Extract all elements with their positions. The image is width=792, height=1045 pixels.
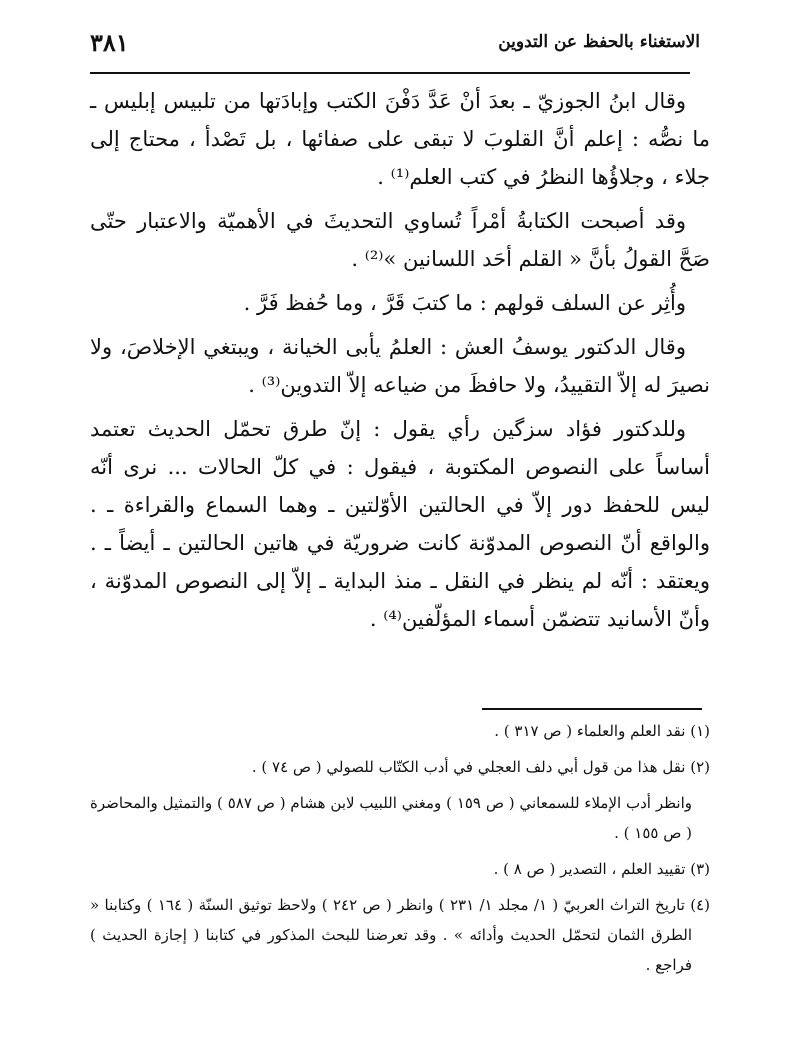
footnote-1: (١) نقد العلم والعلماء ( ص ٣١٧ ) . [494,722,710,740]
footnote-4: (٤) تاريخ التراث العربيّ ( ١/ مجلد ١/ ٢٣١ ) وانظر ( ص ٢٤٢ ) ولاحظ توثيق السنّة ( ١٦٤ ) وكتابنا « الطرق الثمان لتحمّل الحديث وأدائه » . وقد تعرضنا للبحث المذكور في كتابنا ( إجازة الحديث ) فراجع . [90,896,710,974]
paragraph-yusuf-al-ish: وقال الدكتور يوسفُ العش : العلمُ يأبى الخيانة ، ويبتغي الإخلاصَ، ولا نصيرَ له إلاّ التقييدُ، ولا حافظَ من ضياعه إلاّ التدوين⁽³⁾ . [90,335,710,397]
footnote-2: (٢) نقل هذا من قول أبي دلف العجلي في أدب الكتّاب للصولي ( ص ٧٤ ) . [251,758,710,776]
main-text [90,82,710,644]
paragraph-writing-importance: وقد أصبحت الكتابةُ أمْراً تُساوي التحديثَ في الأهميّة والاعتبار حتّى صَحَّ القولُ بأنَّ « القلم أحَد اللسانين »⁽²⁾ . [90,209,710,271]
footnote-3: (٣) تقييد العلم ، التصدير ( ص ٨ ) . [493,860,710,878]
page-number: ٣٨١ [90,28,129,57]
footnote-rule [482,708,702,710]
running-header [90,28,700,62]
paragraph-salaf-saying: وأُثِر عن السلف قولهم : ما كتبَ قَرَّ ، وما حُفظ فَرَّ . [243,291,686,315]
footnote-2-continuation: وانظر أدب الإملاء للسمعاني ( ص ١٥٩ ) ومغني اللبيب لابن هشام ( ص ٥٨٧ ) والتمثيل والمحاضرة ( ص ١٥٥ ) . [90,794,692,842]
header-rule [90,72,690,74]
paragraph-fuat-sezgin: وللدكتور فؤاد سزگين رأي يقول : إنّ طرق تحمّل الحديث تعتمد أساساً على النصوص المكتوبة ، فيقول : في كلّ الحالات ... نرى أنّه ليس للحفظ دور إلاّ في الحالتين الأوّلتين ـ وهما السماع والقراءة ـ . والواقع أنّ النصوص المدوّنة كانت ضروريّة في هاتين الحالتين ـ أيضاً ـ . ويعتقد : أنّه لم ينظر في النقل ـ منذ البداية ـ إلاّ إلى النصوص المدوّنة ، وأنّ الأسانيد تتضمّن أسماء المؤلّفين⁽⁴⁾ . [90,417,710,631]
paragraph-ibn-al-jawzi: وقال ابنُ الجوزيّ ـ بعدَ أنْ عَدَّ دَفْنَ الكتب وإبادَتها من تلبيس إبليس ـ ما نصُّه : إعلم أنَّ القلوبَ لا تبقى على صفائها ، بل تَصْدأ ، محتاج إلى جلاء ، وجلاؤُها النظرُ في كتب العلم⁽¹⁾ . [90,89,710,189]
footnotes [90,716,710,986]
running-title: الاستغناء بالحفظ عن التدوين [498,32,700,52]
